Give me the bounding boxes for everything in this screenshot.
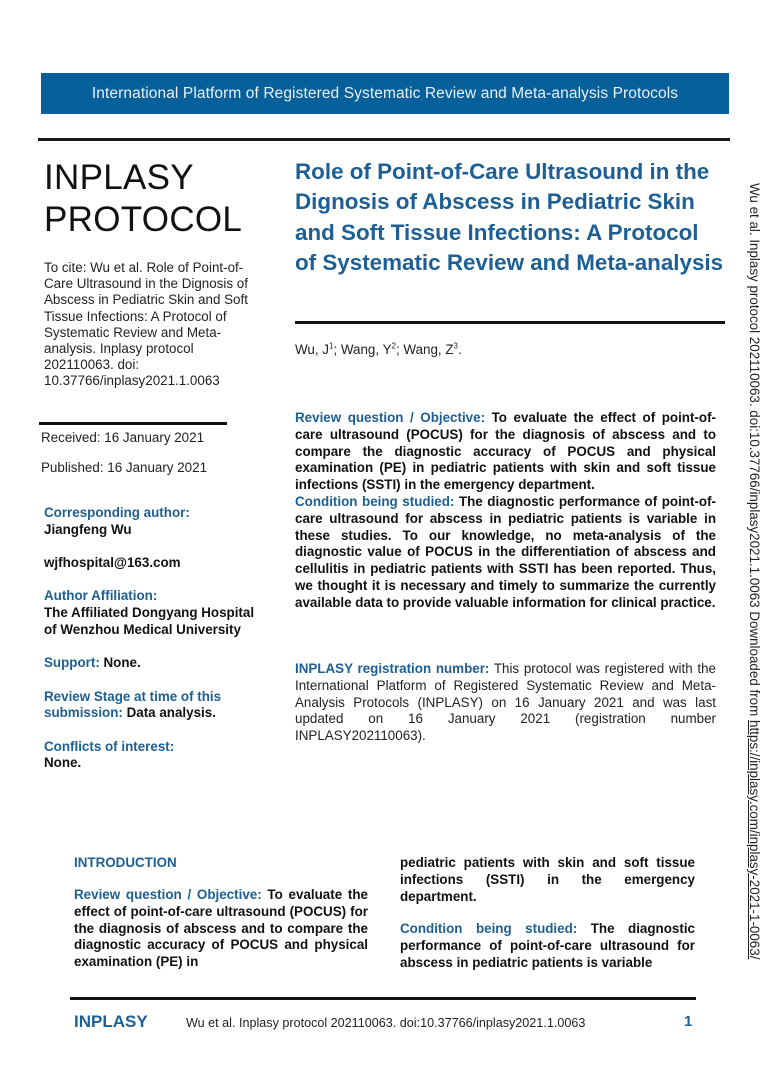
abstract xyxy=(295,410,716,612)
brand-line-2: PROTOCOL xyxy=(44,200,243,239)
author: Wang, $Z^3$. xyxy=(403,342,462,358)
conflicts-label: Conflicts of interest: xyxy=(44,738,175,754)
author-meta xyxy=(44,505,259,789)
intro-condition: Condition being studied: The diagnostic performance of point-of-care ultrasound for abscess in pediatric patients is variable xyxy=(400,921,695,970)
abstract-condition: Condition being studied: The diagnostic performance of point-of-care ultrasound for abscess in pediatric patients is variable in these studies. To our knowledge, no meta-analysis of the diagnostic value of POCUS in the differentiation of abscess and cellulitis in pediatric patients with SSTI has been reported. Thus, we thought it is necessary and timely to summarize the currently available data to provide valuable information for clinical practice. xyxy=(295,493,716,610)
title-divider xyxy=(295,321,725,324)
published-date: Published: 16 January 2021 xyxy=(41,460,208,475)
registration-info xyxy=(295,661,716,745)
sidebar-divider xyxy=(39,422,227,425)
corresponding-name: Jiangfeng Wu xyxy=(44,521,132,537)
affiliation-value: The Affiliated Dongyang Hospital of Wenzhou Medical University xyxy=(44,605,255,637)
support-value: None. xyxy=(103,655,141,671)
author-list xyxy=(295,342,462,357)
citation-block: To cite: Wu et al. Role of Point-of-Care Ultrasound in the Dignosis of Abscess in Pediatric Skin and Soft Tissue Infections: A Protocol of Systematic Review and Meta-analysis. Inplasy protocol 202110063. doi: 10.37766/inplasy2021.1.0063 xyxy=(44,260,248,389)
author: Wu, $J^1$; xyxy=(295,342,341,358)
footer-divider xyxy=(70,997,696,1000)
registration-label: INPLASY registration number: xyxy=(295,661,490,676)
side-download-note: Wu et al. Inplasy protocol 202110063. doi:10.37766/inplasy2021.1.0063 Downloaded from https://inplasy.com/inplasy-2021-1-0063/ xyxy=(747,183,762,960)
intro-objective-continued: pediatric patients with skin and soft tissue infections (SSTI) in the emergency department. xyxy=(400,855,695,904)
download-link[interactable]: https://inplasy.com/inplasy-2021-1-0063/ xyxy=(747,720,762,960)
conflicts-value: None. xyxy=(44,755,82,771)
affiliation-label: Author Affiliation: xyxy=(44,588,158,604)
author: Wang, $Y^2$; xyxy=(340,342,404,358)
review-stage-label: Review Stage at time of this submission: xyxy=(44,688,222,721)
banner-text: International Platform of Registered Systematic Review and Meta-analysis Protocols xyxy=(91,84,679,102)
support-label: Support: xyxy=(44,655,100,671)
header-banner xyxy=(41,73,729,114)
introduction-heading: INTRODUCTION xyxy=(74,855,177,870)
protocol-brand-title xyxy=(44,157,242,241)
review-stage-value: Data analysis. xyxy=(126,705,216,721)
intro-column-right xyxy=(400,855,695,972)
top-divider xyxy=(38,138,730,141)
brand-line-1: INPLASY xyxy=(44,158,194,197)
footer-citation: Wu et al. Inplasy protocol 202110063. doi:10.37766/inplasy2021.1.0063 xyxy=(186,1016,586,1030)
abstract-objective: Review question / Objective: To evaluate the effect of point-of-care ultrasound (POCUS) for the diagnosis of abscess and to compare the diagnostic accuracy of POCUS and physical examination (PE) in pediatric patients with skin and soft tissue infections (SSTI) in the emergency department. xyxy=(295,410,716,493)
footer-brand: INPLASY xyxy=(74,1012,148,1031)
dates-block xyxy=(41,430,207,490)
received-date: Received: 16 January 2021 xyxy=(41,430,205,445)
intro-column-left: Review question / Objective: To evaluate the effect of point-of-care ultrasound (POCUS) for the diagnosis of abscess and to compare the diagnostic accuracy of POCUS and physical examination (PE) in xyxy=(74,887,368,970)
page-number: 1 xyxy=(684,1013,693,1030)
registration-text: This protocol was registered with the International Platform of Registered Systematic Review and Meta-Analysis Protocols (INPLASY) on 16 January 2021 and was last updated on 16 January 2021 (registration number INPLASY202110063). xyxy=(295,661,716,744)
paper-title: Role of Point-of-Care Ultrasound in the Dignosis of Abscess in Pediatric Skin and Soft Tissue Infections: A Protocol of Systematic Review and Meta-analysis xyxy=(295,159,724,276)
corresponding-email[interactable]: wjfhospital@163.com xyxy=(44,555,181,571)
corresponding-label: Corresponding author: xyxy=(44,505,190,520)
